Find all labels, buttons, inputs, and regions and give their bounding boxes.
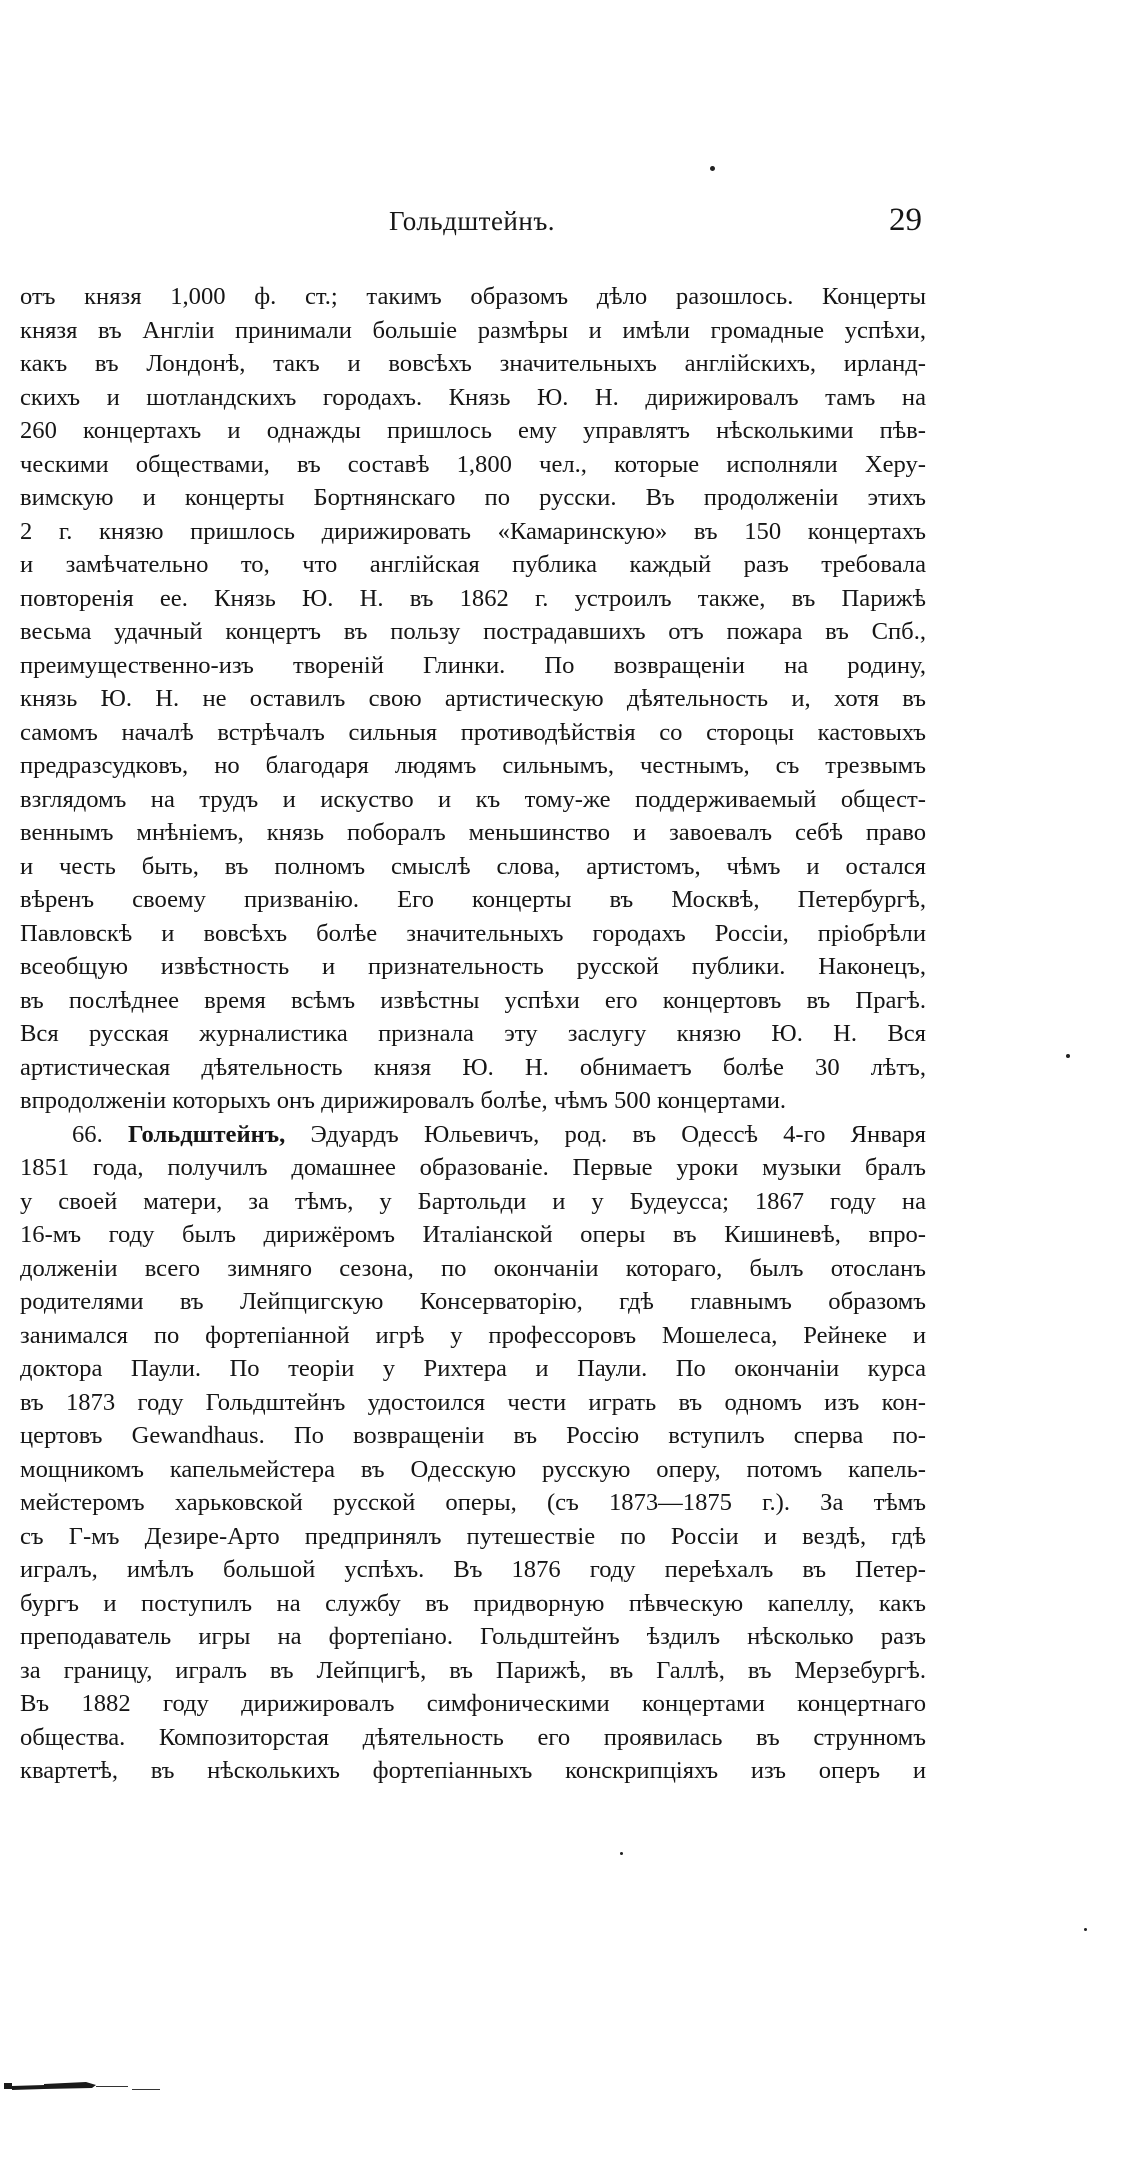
text-line: взглядомъ на трудъ и искуство и къ тому-же поддерживаемый общест- [20, 785, 926, 813]
entry-number: 66. [72, 1120, 103, 1148]
text-line: артистическая дѣятельность князя Ю. Н. обнимаетъ болѣе 30 лѣтъ, [20, 1053, 926, 1081]
text-line: съ Г-мъ Дезире-Арто предпринялъ путешествіе по Россіи и вездѣ, гдѣ [20, 1522, 926, 1550]
text-line: родителями въ Лейпцигскую Консерваторію, гдѣ главнымъ образомъ [20, 1288, 926, 1315]
scan-speck [1084, 1928, 1087, 1931]
text-line: князь Ю. Н. не оставилъ свою артистическую дѣятельность и, хотя въ [20, 685, 926, 712]
text-line: 16-мъ году былъ дирижёромъ Италіанской оперы въ Кишиневѣ, впро- [20, 1221, 926, 1248]
text-line: отъ князя 1,000 ф. ст.; такимъ образомъ дѣло разошлось. Концерты [20, 283, 926, 310]
text-line: князя въ Англіи принимали большіе размѣры и имѣли громадные успѣхи, [20, 316, 926, 344]
text-line: и честь быть, въ полномъ смыслѣ слова, артистомъ, чѣмъ и остался [20, 852, 926, 880]
text-line: въ послѣднее время всѣмъ извѣстны успѣхи его концертовъ въ Прагѣ. [20, 986, 926, 1014]
text-line: и замѣчательно то, что англійская публика каждый разъ требовала [20, 551, 926, 578]
text-line: бургъ и поступилъ на службу въ придворную пѣвческую капеллу, какъ [20, 1589, 926, 1617]
text-line: Вся русская журналистика признала эту заслугу князю Ю. Н. Вся [20, 1020, 926, 1047]
text-line: 260 концертахъ и однажды пришлось ему управлятъ нѣсколькими пѣв- [20, 417, 926, 444]
text-line: какъ въ Лондонѣ, такъ и вовсѣхъ значительныхъ англійскихъ, ирланд- [20, 350, 926, 377]
text-line: за границу, игралъ въ Лейпцигѣ, въ Парижѣ, въ Галлѣ, въ Мерзебургѣ. [20, 1656, 926, 1684]
entry-heading-line [20, 1118, 926, 1152]
text-line: веннымъ мнѣніемъ, князь поборалъ меньшинство и завоевалъ себѣ право [20, 819, 926, 846]
text-line: вѣренъ своему призванію. Его концерты въ Москвѣ, Петербургѣ, [20, 886, 926, 913]
text-line: Павловскѣ и вовсѣхъ болѣе значительныхъ городахъ Россіи, пріобрѣли [20, 919, 926, 947]
text-line: вимскую и концерты Бортнянскаго по русски. Въ продолженіи этихъ [20, 484, 926, 511]
text-line: мейстеромъ харьковской русской оперы, (съ 1873—1875 г.). За тѣмъ [20, 1489, 926, 1516]
text-line: квартетѣ, въ нѣсколькихъ фортепіанныхъ конскрипціяхъ изъ оперъ и [20, 1757, 926, 1784]
text-line: занимался по фортепіанной игрѣ у профессоровъ Мошелеса, Рейнеке и [20, 1321, 926, 1349]
text-line: доктора Паули. По теоріи у Рихтера и Паули. По окончаніи курса [20, 1355, 926, 1382]
scan-speck [1066, 1054, 1070, 1058]
text-line: цертовъ Gewandhaus. По возвращеніи въ Россію вступилъ сперва по- [20, 1422, 926, 1449]
text-line: преподаватель игры на фортепіано. Гольдштейнъ ѣздилъ нѣсколько разъ [20, 1623, 926, 1650]
text-line: 1851 года, получилъ домашнее образованіе. Первые уроки музыки бралъ [20, 1154, 926, 1181]
text-line: Въ 1882 году дирижировалъ симфоническими концертами концертнаго [20, 1690, 926, 1717]
text-line: повторенія ее. Князь Ю. Н. въ 1862 г. устроилъ также, въ Парижѣ [20, 584, 926, 612]
text-line: преимущественно-изъ твореній Глинки. По возвращеніи на родину, [20, 651, 926, 679]
scan-speck [620, 1852, 623, 1855]
text-line: у своей матери, за тѣмъ, у Бартольди и у Будеусса; 1867 году на [20, 1187, 926, 1215]
text-line: игралъ, имѣлъ большой успѣхъ. Въ 1876 году переѣхалъ въ Петер- [20, 1556, 926, 1583]
scan-speck [710, 166, 715, 171]
scan-edge-mark [4, 2080, 160, 2094]
entry-intro: Эдуардъ Юльевичъ, род. въ Одессѣ 4-го Января [310, 1120, 926, 1148]
text-line: 2 г. князю пришлось дирижировать «Камаринскую» въ 150 концертахъ [20, 517, 926, 545]
page-header [22, 202, 922, 246]
body-text [20, 280, 926, 1788]
text-line: всеобщую извѣстность и признательность русской публики. Наконецъ, [20, 953, 926, 980]
text-line: ческими обществами, въ составѣ 1,800 чел., которые исполняли Херу- [20, 450, 926, 478]
text-line: въ 1873 году Гольдштейнъ удостоился чести играть въ одномъ изъ кон- [20, 1388, 926, 1416]
entry-name: Гольдштейнъ, [127, 1120, 286, 1148]
text-line: впродолженіи которыхъ онъ дирижировалъ болѣе, чѣмъ 500 концертами. [20, 1087, 787, 1114]
text-line: общества. Композиторстая дѣятельность его проявилась въ струнномъ [20, 1723, 926, 1751]
page-number: 29 [889, 202, 922, 238]
text-line: предразсудковъ, но благодаря людямъ сильнымъ, честнымъ, съ трезвымъ [20, 752, 926, 779]
text-line: самомъ началѣ встрѣчалъ сильныя противодѣйствія со стороцы кастовыхъ [20, 718, 926, 746]
running-title: Гольдштейнъ. [388, 206, 556, 236]
text-line: скихъ и шотландскихъ городахъ. Князь Ю. Н. дирижировалъ тамъ на [20, 383, 926, 411]
text-line: весьма удачный концертъ въ пользу пострадавшихъ отъ пожара въ Спб., [20, 618, 926, 645]
text-line: долженіи всего зимняго сезона, по окончаніи котораго, былъ отосланъ [20, 1254, 926, 1282]
text-line: мощникомъ капельмейстера въ Одесскую русскую оперу, потомъ капель- [20, 1455, 926, 1483]
